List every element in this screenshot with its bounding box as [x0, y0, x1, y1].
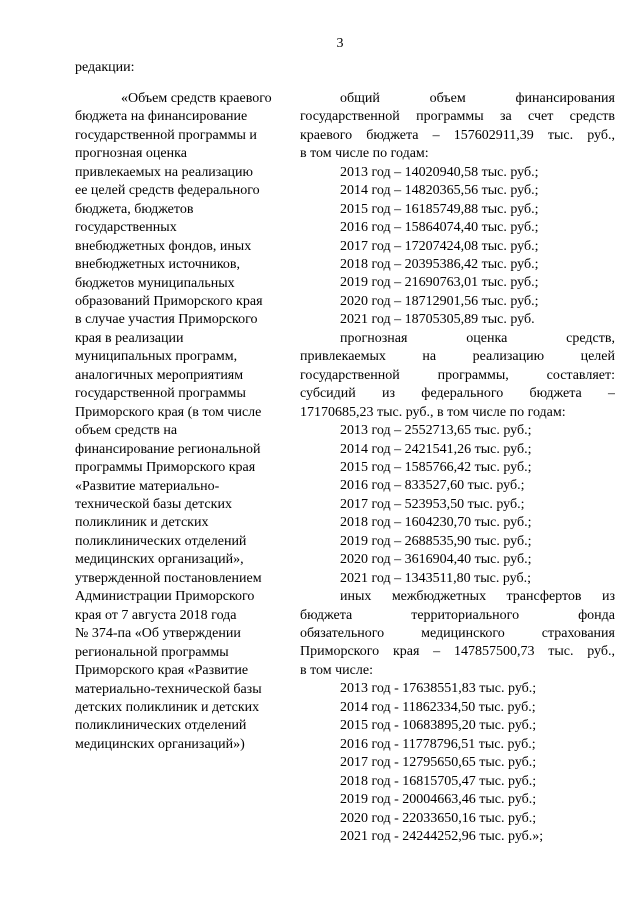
left-line: Приморского края (в том числе: [75, 404, 262, 420]
federal-year-item: 2017 год – 523953,50 тыс. руб.;: [340, 496, 525, 512]
left-line: технической базы детских: [75, 496, 232, 512]
left-line: Приморского края «Развитие: [75, 663, 249, 679]
left-line: объем средств на: [75, 423, 178, 439]
federal-funds-line: субсидий из федерального бюджета –: [300, 386, 615, 402]
left-line: края в реализации: [75, 330, 184, 346]
left-line: программы Приморского края: [75, 460, 256, 476]
left-line: «Развитие материально-: [75, 478, 220, 494]
left-line: медицинских организаций»,: [75, 552, 244, 568]
left-line: края от 7 августа 2018 года: [75, 607, 237, 623]
foms-year-item: 2019 год - 20004663,46 тыс. руб.;: [340, 792, 537, 808]
left-line: Администрации Приморского: [75, 589, 255, 605]
regional-year-item: 2019 год – 21690763,01 тыс. руб.;: [340, 275, 539, 291]
foms-year-item: 2018 год - 16815705,47 тыс. руб.;: [340, 773, 537, 789]
foms-transfer-line: обязательного медицинского страхования: [300, 626, 615, 641]
left-line: «Объем средств краевого: [121, 91, 272, 106]
federal-funds-line: 17170685,23 тыс. руб., в том числе по годам:: [300, 404, 566, 420]
left-line: бюджета, бюджетов: [75, 201, 194, 217]
left-line: привлекаемых на реализацию: [75, 164, 253, 180]
foms-transfer-line: бюджета территориального фонда: [300, 607, 615, 623]
federal-funds-line: прогнозная оценка средств,: [340, 330, 615, 346]
foms-transfer-line: иных межбюджетных трансфертов из: [340, 589, 615, 605]
left-line: образований Приморского края: [75, 293, 263, 309]
regional-year-item: 2017 год – 17207424,08 тыс. руб.;: [340, 238, 539, 254]
left-line: муниципальных программ,: [75, 349, 238, 365]
regional-budget-line: общий объем финансирования: [340, 91, 615, 106]
page-number: 3: [336, 36, 344, 51]
regional-budget-line: краевого бюджета – 157602911,39 тыс. руб.,: [300, 127, 615, 143]
left-line: финансирование региональной: [75, 441, 261, 457]
foms-year-item: 2020 год - 22033650,16 тыс. руб.;: [340, 810, 537, 826]
regional-budget-line: государственной программы за счет средств: [300, 109, 615, 125]
left-line: поликлинических отделений: [75, 718, 247, 734]
left-line: аналогичных мероприятиям: [75, 367, 244, 383]
federal-year-item: 2015 год – 1585766,42 тыс. руб.;: [340, 459, 532, 475]
federal-funds-line: привлекаемых на реализацию целей: [300, 349, 615, 365]
left-line: прогнозная оценка: [75, 146, 187, 162]
left-line: внебюджетных фондов, иных: [75, 238, 252, 254]
federal-year-item: 2018 год – 1604230,70 тыс. руб.;: [340, 515, 532, 531]
federal-year-item: 2019 год – 2688535,90 тыс. руб.;: [340, 533, 532, 549]
foms-transfer-line: Приморского края – 147857500,73 тыс. руб.,: [300, 644, 615, 660]
foms-year-item: 2015 год - 10683895,20 тыс. руб.;: [340, 718, 537, 734]
regional-year-item: 2021 год – 18705305,89 тыс. руб.: [340, 312, 535, 328]
federal-year-item: 2020 год – 3616904,40 тыс. руб.;: [340, 552, 532, 568]
left-line: поликлиник и детских: [75, 515, 209, 531]
left-line: внебюджетных источников,: [75, 257, 241, 273]
left-line: медицинских организаций»): [75, 736, 245, 752]
left-line: бюджета на финансирование: [75, 109, 248, 125]
regional-year-item: 2020 год – 18712901,56 тыс. руб.;: [340, 293, 539, 309]
left-line: в случае участия Приморского: [75, 312, 258, 328]
foms-year-item: 2021 год - 24244252,96 тыс. руб.»;: [340, 828, 544, 844]
regional-year-item: 2015 год – 16185749,88 тыс. руб.;: [340, 201, 539, 217]
regional-year-item: 2018 год – 20395386,42 тыс. руб.;: [340, 257, 539, 273]
left-line: бюджетов муниципальных: [75, 275, 235, 291]
foms-transfer-line: в том числе:: [300, 662, 373, 678]
foms-year-item: 2017 год - 12795650,65 тыс. руб.;: [340, 755, 537, 771]
federal-funds-line: государственной программы, составляет:: [300, 367, 615, 383]
regional-budget-line: в том числе по годам:: [300, 146, 429, 162]
foms-year-item: 2016 год - 11778796,51 тыс. руб.;: [340, 736, 536, 752]
federal-year-item: 2021 год – 1343511,80 тыс. руб.;: [340, 570, 531, 586]
left-line: государственной программы: [75, 386, 246, 402]
foms-year-item: 2013 год - 17638551,83 тыс. руб.;: [340, 681, 537, 697]
left-line: поликлинических отделений: [75, 533, 247, 549]
left-line: № 374-па «Об утверждении: [75, 626, 241, 642]
left-line: региональной программы: [75, 644, 229, 660]
federal-year-item: 2013 год – 2552713,65 тыс. руб.;: [340, 423, 532, 439]
left-line: утвержденной постановлением: [75, 570, 262, 586]
regional-year-item: 2016 год – 15864074,40 тыс. руб.;: [340, 220, 539, 236]
left-line: детских поликлиник и детских: [75, 699, 260, 715]
left-line: материально-технической базы: [75, 681, 262, 697]
left-line: государственных: [75, 220, 177, 236]
left-column-label: [75, 90, 293, 754]
left-line: ее целей средств федерального: [75, 183, 260, 199]
federal-year-item: 2014 год – 2421541,26 тыс. руб.;: [340, 441, 532, 457]
regional-year-item: 2014 год – 14820365,56 тыс. руб.;: [340, 183, 539, 199]
foms-year-item: 2014 год - 11862334,50 тыс. руб.;: [340, 699, 536, 715]
right-column-values: [300, 90, 615, 846]
left-line: государственной программы и: [75, 127, 257, 143]
intro-word: редакции:: [75, 60, 135, 75]
regional-year-item: 2013 год – 14020940,58 тыс. руб.;: [340, 164, 539, 180]
federal-year-item: 2016 год – 833527,60 тыс. руб.;: [340, 478, 525, 494]
